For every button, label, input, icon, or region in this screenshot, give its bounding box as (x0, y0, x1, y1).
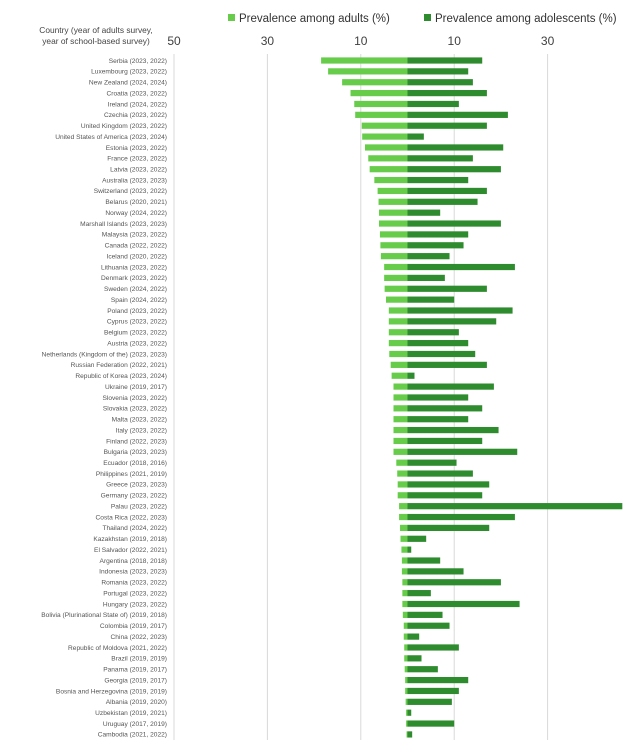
adolescent-bar (408, 655, 422, 661)
adult-bar (379, 199, 408, 205)
country-label: Sweden (2024, 2022) (103, 286, 167, 294)
adolescent-bar (408, 427, 499, 433)
country-label: Malaysia (2023, 2022) (101, 231, 167, 239)
adult-bar (405, 677, 407, 683)
adolescent-bar (408, 275, 445, 281)
adult-bar (393, 449, 407, 455)
country-label: Albania (2019, 2020) (105, 699, 167, 707)
adolescent-bar (408, 242, 464, 248)
adolescent-bar (408, 623, 450, 629)
adolescent-bar (408, 677, 469, 683)
adolescent-bar (408, 503, 623, 509)
x-tick-label: 50 (167, 34, 181, 48)
adult-bar (404, 644, 407, 650)
adult-bar (370, 166, 408, 172)
country-label: Canada (2022, 2022) (104, 242, 167, 250)
adolescent-bar (408, 666, 438, 672)
header (39, 25, 152, 46)
adult-bar (392, 373, 408, 379)
adult-bar (405, 666, 408, 672)
adolescent-bar (408, 438, 483, 444)
adolescent-bar (408, 470, 473, 476)
country-label: Belgium (2023, 2022) (103, 329, 167, 337)
country-label: Norway (2024, 2022) (105, 209, 167, 217)
adolescent-bar (408, 394, 469, 400)
country-label: Cambodia (2021, 2022) (97, 731, 167, 739)
country-label: Marshall Islands (2023, 2023) (80, 220, 167, 228)
country-label: China (2022, 2023) (110, 633, 167, 641)
adult-bar (407, 731, 408, 737)
country-label: United Kingdom (2023, 2022) (80, 123, 167, 131)
adolescent-bar (408, 644, 459, 650)
country-label: Romania (2023, 2022) (101, 579, 167, 587)
country-label: Italy (2023, 2022) (115, 427, 167, 435)
country-label: Colombia (2019, 2017) (99, 623, 167, 631)
adolescent-bar (408, 514, 515, 520)
adult-bar (404, 655, 407, 661)
country-label: Iceland (2020, 2022) (106, 253, 167, 261)
adult-bar (402, 557, 408, 563)
country-label: Uruguay (2017, 2019) (102, 720, 167, 728)
adult-bar (389, 318, 408, 324)
adult-bar (384, 275, 407, 281)
adolescent-bar (408, 79, 473, 85)
adult-bar (368, 155, 407, 161)
adult-bar (400, 536, 407, 542)
adult-bar (379, 220, 407, 226)
adolescent-bar (408, 253, 450, 259)
country-label: Ireland (2024, 2022) (107, 101, 167, 109)
adult-bar (404, 623, 408, 629)
country-label: Luxembourg (2023, 2022) (91, 68, 167, 76)
adult-bar (380, 231, 408, 237)
gridlines (174, 54, 548, 740)
adolescent-bar (408, 144, 504, 150)
legend-label-adolescents: Prevalence among adolescents (%) (435, 13, 617, 25)
adult-bar (406, 699, 408, 705)
adolescent-bar (408, 481, 490, 487)
adult-bar (393, 394, 407, 400)
adolescent-bar (408, 57, 483, 63)
legend-label-adults: Prevalence among adults (%) (239, 13, 390, 25)
country-label: Hungary (2023, 2022) (102, 601, 167, 609)
adolescent-bar (408, 199, 478, 205)
adolescent-bar (408, 416, 469, 422)
adult-bar (399, 514, 407, 520)
country-label: Austria (2023, 2022) (107, 340, 167, 348)
country-label: Republic of Moldova (2021, 2022) (68, 644, 167, 652)
adult-bar (401, 547, 407, 553)
adolescent-bar (408, 264, 515, 270)
adult-bar (399, 503, 407, 509)
adult-bar (396, 460, 407, 466)
country-label: Lithuania (2023, 2022) (101, 264, 167, 272)
adult-bar (389, 340, 408, 346)
country-label: Malta (2023, 2022) (111, 416, 167, 424)
country-label: El Salvador (2022, 2021) (94, 546, 167, 554)
country-label: Australia (2023, 2023) (102, 177, 167, 185)
adult-bar (402, 601, 407, 607)
country-label: Germany (2023, 2022) (100, 492, 167, 500)
adolescent-bar (408, 220, 501, 226)
adolescent-bar (408, 123, 487, 129)
legend-swatch-adolescents (424, 14, 431, 21)
adult-bar (328, 68, 407, 74)
adult-bar (381, 253, 408, 259)
x-tick-label: 10 (447, 34, 461, 48)
adolescent-bar (408, 536, 427, 542)
adolescent-bar (408, 307, 513, 313)
adolescent-bar (408, 155, 473, 161)
x-tick-label: 30 (260, 34, 275, 48)
country-label: Croatia (2023, 2022) (106, 90, 167, 98)
adult-bar (406, 720, 407, 726)
adult-bar (393, 438, 407, 444)
country-label: Uzbekistan (2019, 2021) (95, 710, 167, 717)
adolescent-bar (408, 590, 431, 596)
adult-bar (354, 101, 407, 107)
country-label: Poland (2023, 2022) (107, 307, 167, 315)
country-label: Panama (2019, 2017) (103, 666, 167, 674)
country-label: Palau (2023, 2022) (110, 503, 167, 511)
bars (321, 57, 622, 737)
adolescent-bar (408, 297, 455, 303)
adolescent-bar (408, 547, 412, 553)
adult-bar (393, 416, 407, 422)
adult-bar (404, 634, 408, 640)
country-label: Belarus (2020, 2021) (105, 199, 167, 207)
adult-bar (362, 133, 407, 139)
adult-bar (393, 384, 407, 390)
adult-bar (385, 286, 408, 292)
adult-bar (391, 362, 408, 368)
adolescent-bar (408, 231, 469, 237)
country-label: Estonia (2023, 2022) (105, 144, 167, 152)
country-label: Slovenia (2023, 2022) (102, 394, 167, 402)
adult-bar (398, 492, 408, 498)
adult-bar (365, 144, 407, 150)
adolescent-bar (408, 166, 501, 172)
adult-bar (393, 427, 407, 433)
country-label: Ecuador (2018, 2016) (103, 459, 167, 467)
country-header-line-1: Country (year of adults survey, (39, 25, 153, 35)
adolescent-bar (408, 688, 459, 694)
country-label: United States of America (2023, 2024) (55, 133, 167, 141)
adolescent-bar (408, 340, 469, 346)
x-tick-label: 30 (540, 34, 555, 48)
adolescent-bar (408, 699, 452, 705)
adolescent-bar (408, 90, 487, 96)
country-label: Argentina (2018, 2018) (99, 557, 167, 565)
adult-bar (397, 470, 407, 476)
adult-bar (362, 123, 408, 129)
adult-bar (402, 579, 407, 585)
adolescent-bar (408, 101, 459, 107)
country-label: Bosnia and Herzegovina (2019, 2019) (55, 688, 167, 696)
axis-tick-labels (167, 34, 554, 48)
legend (228, 13, 617, 25)
country-label: Russian Federation (2022, 2021) (70, 362, 167, 370)
adult-bar (384, 264, 407, 270)
adolescent-bar (408, 601, 520, 607)
country-label: Serbia (2023, 2022) (108, 57, 167, 65)
country-label: New Zealand (2024, 2024) (88, 79, 167, 87)
adolescent-bar (408, 133, 424, 139)
adolescent-bar (408, 68, 469, 74)
adult-bar (351, 90, 408, 96)
adolescent-bar (408, 405, 483, 411)
adult-bar (389, 307, 408, 313)
country-header-line-2: year of school-based survey) (42, 36, 150, 46)
adolescent-bar (408, 329, 459, 335)
country-label: Thailand (2024, 2022) (102, 525, 167, 533)
adult-bar (386, 297, 407, 303)
adult-bar (389, 351, 407, 357)
country-label: Kazakhstan (2019, 2018) (93, 536, 167, 544)
adolescent-bar (408, 634, 420, 640)
adult-bar (393, 405, 407, 411)
adult-bar (406, 710, 407, 716)
adult-bar (378, 188, 408, 194)
country-label: Netherlands (Kingdom of the) (2023, 2023) (41, 351, 167, 359)
country-label: Bolivia (Plurinational State of) (2019, 2018) (41, 612, 167, 620)
country-label: Cyprus (2023, 2022) (106, 318, 167, 326)
country-label: Bulgaria (2023, 2023) (103, 449, 167, 457)
country-label: Czechia (2023, 2022) (103, 112, 167, 120)
adult-bar (389, 329, 408, 335)
country-label: Ukraine (2019, 2017) (105, 383, 167, 391)
adolescent-bar (408, 492, 483, 498)
country-label: Republic of Korea (2023, 2024) (75, 373, 167, 381)
adult-bar (374, 177, 407, 183)
adolescent-bar (408, 460, 457, 466)
adult-bar (379, 210, 407, 216)
adult-bar (355, 112, 407, 118)
adolescent-bar (408, 525, 490, 531)
country-label: Spain (2024, 2022) (110, 296, 167, 304)
adult-bar (402, 590, 407, 596)
adolescent-bar (408, 568, 464, 574)
adolescent-bar (408, 210, 441, 216)
adolescent-bar (408, 177, 469, 183)
adolescent-bar (408, 449, 518, 455)
adolescent-bar (408, 362, 487, 368)
adolescent-bar (408, 373, 415, 379)
country-label: Costa Rica (2022, 2023) (95, 514, 167, 522)
country-label: Portugal (2023, 2022) (103, 590, 167, 598)
adolescent-bar (408, 731, 413, 737)
adult-bar (400, 525, 407, 531)
adolescent-bar (408, 612, 443, 618)
country-label: Philippines (2021, 2019) (95, 470, 167, 478)
adolescent-bar (408, 112, 508, 118)
category-labels (41, 58, 167, 739)
country-label: Denmark (2023, 2022) (101, 275, 167, 283)
country-label: Slovakia (2023, 2022) (102, 405, 167, 413)
adult-bar (402, 568, 408, 574)
country-label: Georgia (2019, 2017) (104, 677, 167, 685)
adolescent-bar (408, 720, 455, 726)
adolescent-bar (408, 286, 487, 292)
country-label: Latvia (2023, 2022) (110, 166, 167, 174)
x-tick-label: 10 (354, 34, 368, 48)
country-label: Indonesia (2023, 2023) (99, 568, 167, 576)
adult-bar (405, 688, 407, 694)
adolescent-bar (408, 710, 412, 716)
adult-bar (321, 57, 407, 63)
country-label: France (2023, 2022) (107, 155, 167, 163)
country-label: Switzerland (2023, 2022) (93, 188, 167, 196)
adolescent-bar (408, 318, 497, 324)
adolescent-bar (408, 557, 441, 563)
adult-bar (398, 481, 408, 487)
adolescent-bar (408, 579, 501, 585)
country-label: Finland (2022, 2023) (106, 438, 167, 446)
adult-bar (403, 612, 408, 618)
country-label: Brazil (2019, 2019) (111, 655, 167, 663)
adolescent-bar (408, 351, 476, 357)
legend-swatch-adults (228, 14, 235, 21)
adolescent-bar (408, 384, 494, 390)
adult-bar (342, 79, 407, 85)
adult-bar (380, 242, 407, 248)
adolescent-bar (408, 188, 487, 194)
country-label: Greece (2023, 2023) (106, 481, 167, 489)
